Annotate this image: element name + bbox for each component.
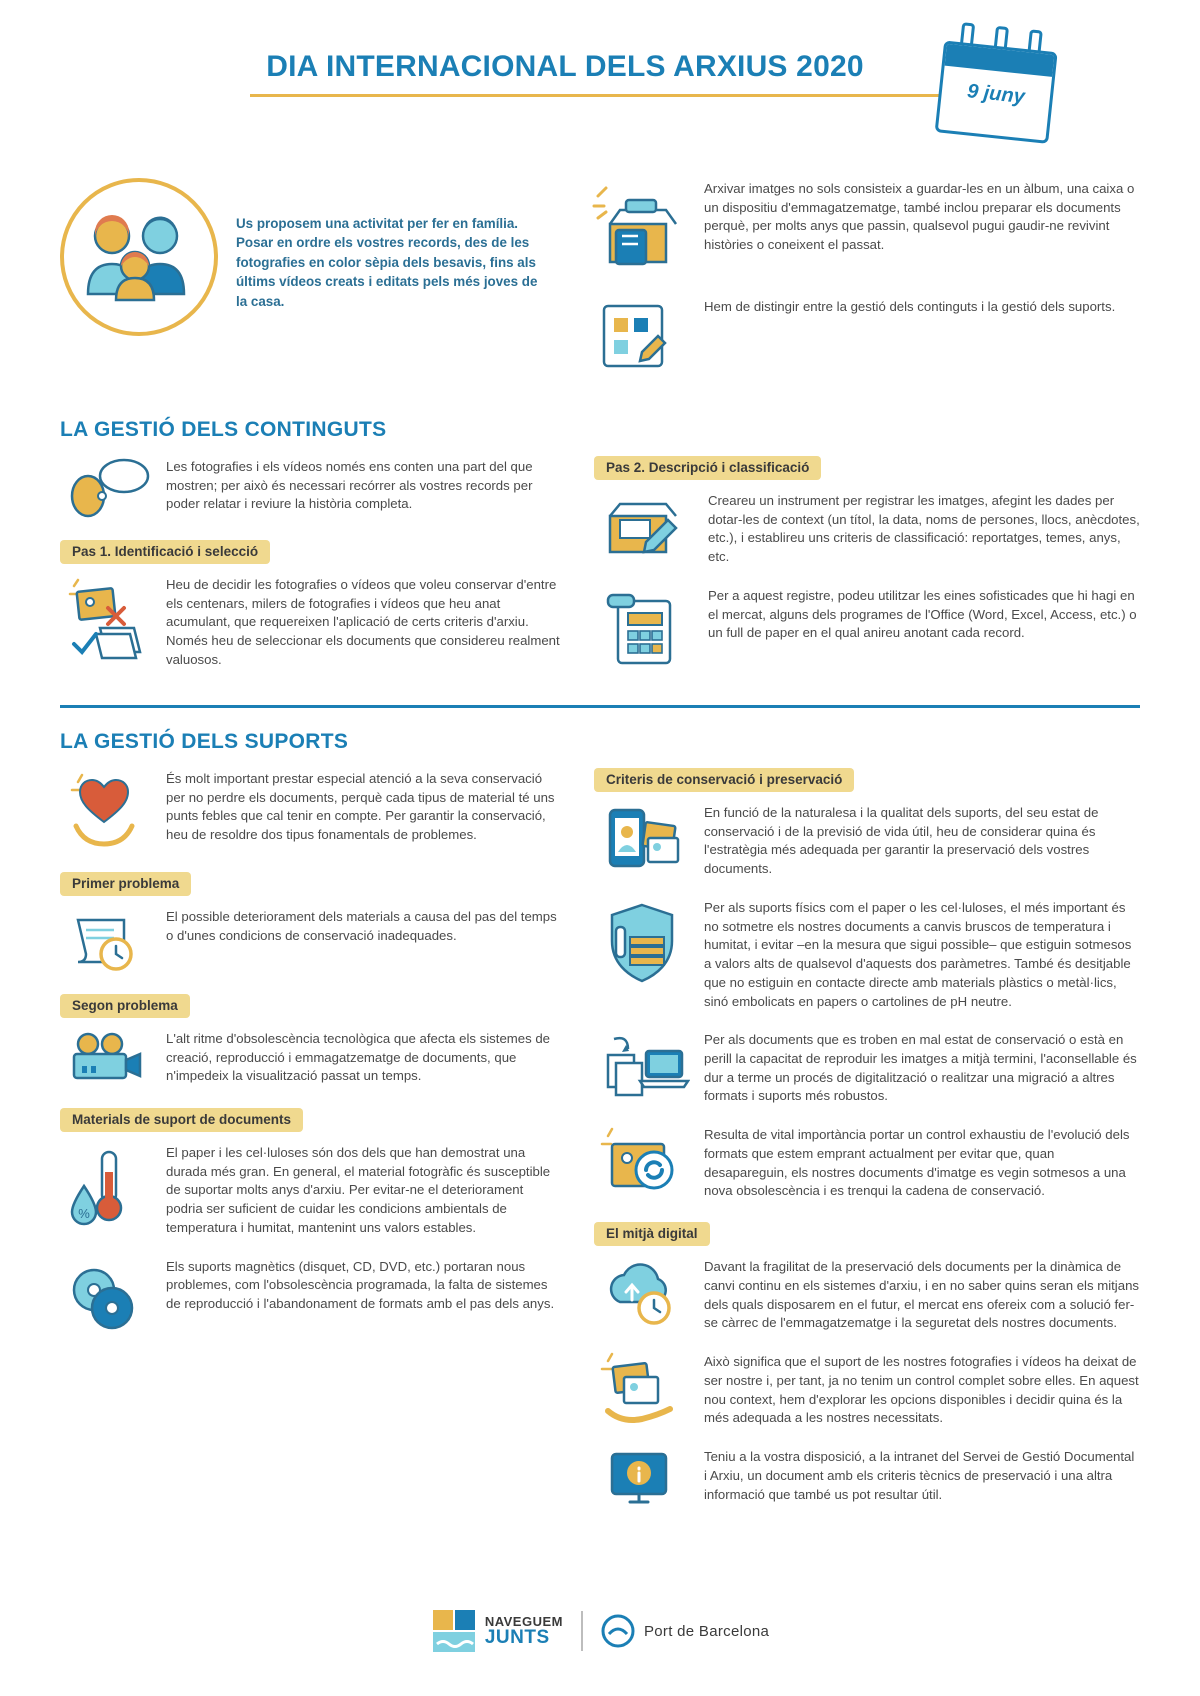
continguts-pas1-text: Heu de decidir les fotografies o vídeos que voleu conservar d'entre els centenars, milers de fotografies i vídeos que heu anat acumulant, que requereixen l'aplicació de certs criteris d'arxiu. Només heu de seleccionar els documents que considereu realment valuosos. [166, 577, 560, 667]
family-illustration-icon [60, 178, 218, 336]
photo-refresh-icon [594, 1124, 690, 1204]
continguts-pas1-row [60, 574, 560, 670]
intro-right [580, 178, 1140, 394]
materials-row-2 [60, 1256, 560, 1338]
digital-text-2: Això significa que el suport de les nostres fotografies i vídeos ha deixat de ser nostre i, per tant, ja no tenim un control complet sobre elles. En aquest nou context, hem d'explorar les opcions disponibles i decidir quina és la més adequada a les nostres necessitats. [704, 1354, 1139, 1426]
svg-text:%: % [78, 1205, 90, 1221]
materials-text-1: El paper i les cel·luloses són dos dels que han demostrat una durada més gran. En general, el material fotogràfic és susceptible de suportar molts anys d'arxiu. Per evitar-ne el deteriorament podria ser suficient de cuidar les condicions ambientals de temperatura i humitat, mantenint uns valors estables. [166, 1144, 551, 1235]
continguts-intro-row [60, 456, 560, 522]
discs-icon [60, 1256, 152, 1338]
suports-intro-row [60, 768, 560, 854]
criteris-text-1: En funció de la naturalesa i la qualitat dels suports, del seu estat de conservació i de la previsió de vida útil, heu de considerar quina és l'estratègia més adequada per garantir la preservació dels vostres documents. [704, 804, 1099, 877]
digital-row-1 [594, 1256, 1140, 1333]
cloud-clock-icon [594, 1256, 690, 1332]
suports-intro-text: És molt important prestar especial atenció a la seva conservació per no perdre els documents, perquè cada tipus de material té uns punts febles que cal tenir en compte. Per garantir la conservació, heu de resoldre dos tipus fonamentals de problemes. [166, 770, 555, 843]
footer-divider [581, 1611, 583, 1651]
digital-row-3 [594, 1446, 1140, 1514]
continguts-intro-text: Les fotografies i els vídeos només ens conten una part del que mostren; per això és necessari recórrer als vostres records per poder relatar i reviure la història completa. [166, 459, 533, 512]
logo-line-1: NAVEGUEM [484, 1614, 563, 1629]
materials-text-2: Els suports magnètics (disquet, CD, DVD, etc.) portaran nous problemes, com l'obsolescència programada, la falta de sistemes de reproducció i l'abandonament de formats amb el pas dels anys. [166, 1258, 555, 1312]
calendar-body [935, 40, 1058, 143]
tag-primer-problema: Primer problema [60, 872, 191, 896]
tag-pas-1: Pas 1. Identificació i selecció [60, 540, 270, 564]
logo-mark-icon [431, 1608, 477, 1654]
section-divider [60, 705, 1140, 708]
tag-criteris-conservacio: Criteris de conservació i preservació [594, 768, 854, 792]
digital-row-2 [594, 1351, 1140, 1428]
criteris-row-3 [594, 1029, 1140, 1106]
scan-to-laptop-icon [594, 1029, 690, 1105]
intro-section [60, 178, 1140, 394]
logo-line-2: JUNTS [484, 1627, 550, 1648]
criteris-row-1 [594, 802, 1140, 879]
thermometer-humidity-icon [60, 1142, 152, 1234]
photos-selection-icon [60, 574, 152, 670]
hand-photos-icon [594, 1351, 690, 1427]
intro-document-text: Hem de distingir entre la gestió dels continguts i la gestió dels suports. [704, 299, 1116, 314]
criteris-text-2: Per als suports físics com el paper o les cel·luloses, el més important és no sotmetre els nostres documents a canvis bruscos de temperatura i humitat, i evitar –en la mesura que sigui possible– que estiguin sotmesos a valors alts de qualsevol d'aquests dos paràmetres. També és desitjable que no estiguin en contacte directe amb materials plàstics o metàl·lics, sinó embolicats en papers o cartolines de pH neutre. [704, 899, 1132, 1009]
continguts-columns [60, 456, 1140, 689]
intro-text: Us proposem una activitat per fer en família. Posar en ordre els vostres records, des de les fotografies en color sèpia dels besavis, fins als últims vídeos creats i editats pels més joves de la casa. [236, 216, 538, 309]
page-title: DIA INTERNACIONAL DELS ARXIUS 2020 [266, 50, 864, 83]
calendar-icon [935, 29, 1055, 140]
calendar-date-label: 9 juny [966, 80, 1026, 109]
tag-materials-suport: Materials de suport de documents [60, 1108, 303, 1132]
suports-primer-problema-row [60, 906, 560, 976]
header [60, 0, 1140, 160]
tag-segon-problema: Segon problema [60, 994, 190, 1018]
criteris-row-4 [594, 1124, 1140, 1204]
paper-clock-icon [60, 906, 152, 976]
criteris-text-4: Resulta de vital importància portar un control exhaustiu de l'evolució dels formats que estem emprant actualment per evitar que, quan desapareguin, els nostres documents d'imatge es vegin sotmesos a una nova obsolescència i es trenqui la cadena de conservació. [704, 1127, 1130, 1199]
open-box-icon [580, 178, 690, 278]
digital-text-3: Teniu a la vostra disposició, a la intranet del Servei de Gestió Documental i Arxiu, un document amb els criteris tècnics de preservació i una altra informació que també us pot resultar útil. [704, 1449, 1135, 1502]
phone-photos-icon [594, 802, 690, 878]
suports-primer-problema-text: El possible deteriorament dels materials a causa del pas del temps o d'unes condicions de conservació inadequades. [166, 908, 557, 943]
port-name-label: Port de Barcelona [643, 1622, 770, 1640]
monitor-info-icon [594, 1446, 690, 1514]
intro-item-box [580, 178, 1140, 278]
criteris-row-2 [594, 897, 1140, 1011]
tag-mitja-digital: El mitjà digital [594, 1222, 710, 1246]
suports-segon-problema-text: L'alt ritme d'obsolescència tecnològica que afecta els sistemes de creació, reproducció i emmagatzematge de documents, que n'impedeix la visualització passat un temps. [166, 1030, 551, 1084]
heart-hands-icon [60, 768, 152, 854]
suports-right [594, 768, 1140, 1532]
continguts-pas2-row-2 [594, 585, 1140, 671]
materials-row-1 [60, 1142, 560, 1238]
shield-papers-icon [594, 897, 690, 989]
continguts-left [60, 456, 560, 689]
intro-box-text: Arxivar imatges no sols consisteix a guardar-les en un àlbum, una caixa o un dispositiu d'emmagatzematge, també inclou preparar els documents perquè, per molts anys que passin, qualsevol pugui gaudir-ne revivint històries o coneixent el passat. [704, 181, 1135, 253]
suports-columns [60, 768, 1140, 1532]
person-thought-bubble-icon [60, 456, 152, 522]
criteris-text-3: Per als documents que es troben en mal estat de conservació o està en perill la capacitat de reproduir les imatges a mitjà termini, l'aconsellable és dur a terme un procés de digitalització o realitzar una migració a altres formats i suports més robustos. [704, 1032, 1137, 1104]
spreadsheet-icon [594, 585, 694, 671]
intro-left [60, 178, 550, 394]
port-mark-icon [601, 1614, 635, 1648]
tag-pas-2: Pas 2. Descripció i classificació [594, 456, 821, 480]
continguts-pas2-text-1: Creareu un instrument per registrar les imatges, afegint les dades per dotar-les de context (un títol, la data, noms de persones, llocs, anècdotes, etc.), i establireu uns criteris de classificació: reportatges, temes, anys, etc. [708, 493, 1140, 565]
naveguem-junts-logo [431, 1608, 563, 1654]
footer [0, 1608, 1200, 1654]
document-pencil-icon [580, 296, 690, 376]
logo-wordmark [485, 1615, 563, 1647]
film-camera-icon [60, 1028, 152, 1090]
box-marker-icon [594, 490, 694, 566]
continguts-right [594, 456, 1140, 689]
continguts-pas2-text-2: Per a aquest registre, podeu utilitzar les eines sofisticades que hi hagi en el mercat, alguns dels programes de l'Office (Word, Excel, Access, etc.) o un full de paper en el qual anireu anotant cada record. [708, 587, 1137, 641]
section-title-suports: LA GESTIÓ DELS SUPORTS [60, 729, 349, 753]
section-title-continguts: LA GESTIÓ DELS CONTINGUTS [60, 418, 387, 441]
digital-text-1: Davant la fragilitat de la preservació dels documents per la dinàmica de canvi continu en els sistemes d'arxiu, i en no saber quins seran els mitjans dels quals disposarem en el futur, el mercat ens ofereix com a solució fer-se càrrec de l'emmagatzematge i la seguretat dels nostres documents. [704, 1259, 1139, 1331]
port-de-barcelona-logo [601, 1614, 769, 1648]
intro-item-document [580, 296, 1140, 376]
suports-segon-problema-row [60, 1028, 560, 1090]
suports-left [60, 768, 560, 1532]
continguts-pas2-row-1 [594, 490, 1140, 567]
title-underline [250, 94, 950, 97]
